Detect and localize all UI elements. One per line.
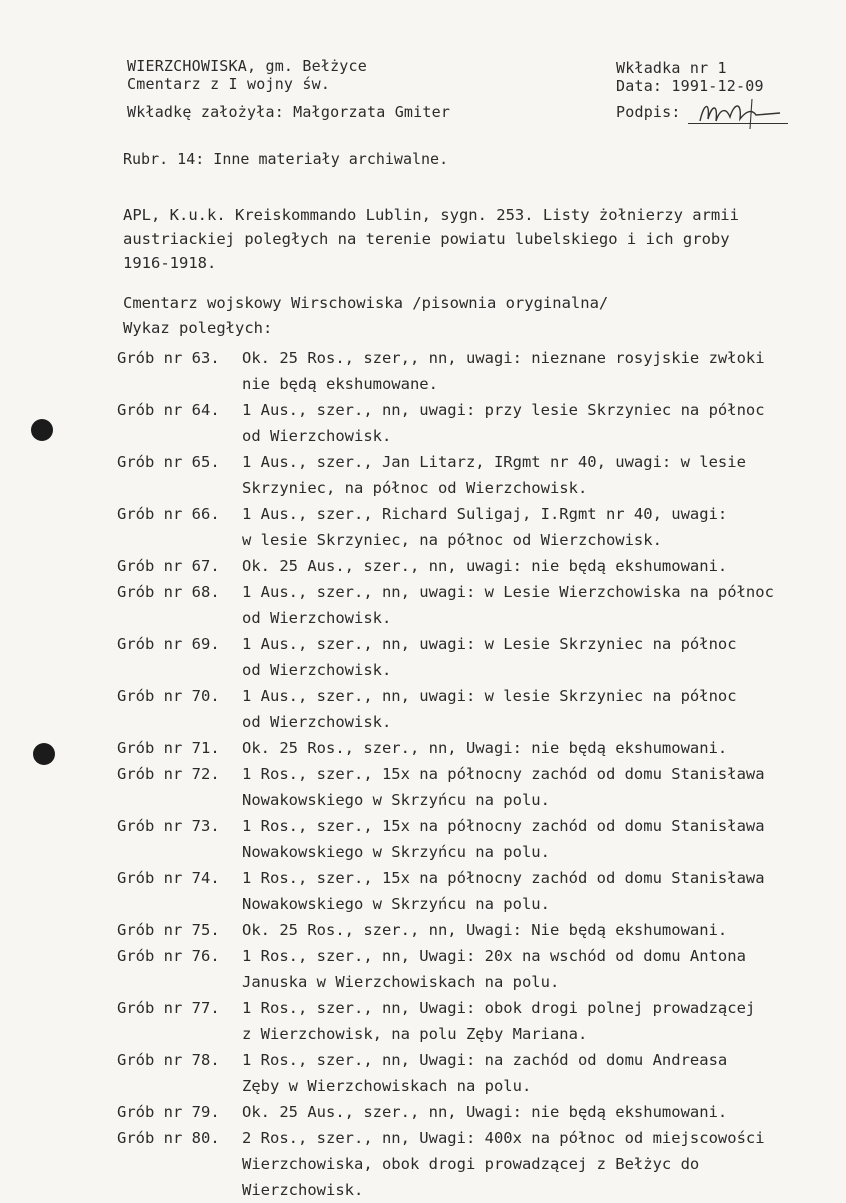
grave-number: Grób nr 76. — [117, 947, 220, 965]
insert-date: Data: 1991-12-09 — [616, 77, 764, 95]
grave-entry — [117, 943, 845, 995]
punch-hole-top — [31, 419, 53, 441]
grave-description-line: 1 Aus., szer., Jan Litarz, IRgmt nr 40, uwagi: w lesie — [242, 453, 746, 471]
grave-description-line: Nowakowskiego w Skrzyńcu na polu. — [242, 791, 550, 809]
grave-description-line: 1 Ros., szer., nn, Uwagi: obok drogi polnej prowadzącej — [242, 999, 756, 1017]
grave-entry — [117, 397, 845, 449]
intro-text — [123, 291, 608, 341]
rubric-heading: Rubr. 14: Inne materiały archiwalne. — [123, 150, 449, 168]
signature-underline — [688, 123, 788, 124]
grave-description-line: 1 Ros., szer., 15x na północny zachód od domu Stanisława — [242, 765, 765, 783]
grave-entry — [117, 1099, 845, 1125]
grave-number: Grób nr 72. — [117, 765, 220, 783]
grave-description — [242, 683, 842, 735]
grave-number: Grób nr 66. — [117, 505, 220, 523]
grave-number: Grób nr 79. — [117, 1103, 220, 1121]
grave-entry — [117, 553, 845, 579]
grave-description-line: z Wierzchowisk, na polu Zęby Mariana. — [242, 1025, 588, 1043]
intro-line: Cmentarz wojskowy Wirschowiska /pisownia oryginalna/ — [123, 294, 609, 312]
grave-entry — [117, 345, 845, 397]
punch-hole-bottom — [33, 743, 55, 765]
grave-entry — [117, 501, 845, 553]
header-location: WIERZCHOWISKA, gm. Bełżyce — [127, 57, 367, 75]
handwritten-signature — [690, 93, 800, 133]
grave-number: Grób nr 68. — [117, 583, 220, 601]
grave-entry — [117, 917, 845, 943]
grave-entry — [117, 449, 845, 501]
grave-number: Grób nr 75. — [117, 921, 220, 939]
grave-entry — [117, 1047, 845, 1099]
graves-list — [117, 345, 845, 1203]
grave-description — [242, 735, 842, 761]
grave-number: Grób nr 64. — [117, 401, 220, 419]
grave-description — [242, 553, 842, 579]
grave-description-line: 1 Aus., szer., nn, uwagi: w Lesie Skrzyniec na północ — [242, 635, 737, 653]
grave-entry — [117, 813, 845, 865]
grave-description-line: Skrzyniec, na północ od Wierzchowisk. — [242, 479, 588, 497]
grave-number: Grób nr 67. — [117, 557, 220, 575]
grave-description — [242, 943, 842, 995]
grave-number: Grób nr 78. — [117, 1051, 220, 1069]
insert-number: Wkładka nr 1 — [616, 59, 727, 77]
grave-description-line: od Wierzchowisk. — [242, 713, 392, 731]
grave-entry — [117, 865, 845, 917]
header-left — [127, 57, 450, 121]
grave-entry — [117, 579, 845, 631]
archive-source — [123, 203, 823, 275]
grave-description — [242, 865, 842, 917]
grave-description-line: 1 Aus., szer., Richard Suligaj, I.Rgmt nr 40, uwagi: — [242, 505, 728, 523]
grave-number: Grób nr 70. — [117, 687, 220, 705]
grave-description-line: 1 Ros., szer., 15x na północny zachód od domu Stanisława — [242, 817, 765, 835]
grave-description — [242, 501, 842, 553]
grave-number: Grób nr 69. — [117, 635, 220, 653]
grave-description-line: 1 Ros., szer., 15x na północny zachód od domu Stanisława — [242, 869, 765, 887]
grave-description — [242, 579, 842, 631]
grave-description-line: 1 Aus., szer., nn, uwagi: w lesie Skrzyniec na północ — [242, 687, 737, 705]
grave-description-line: 1 Ros., szer., nn, Uwagi: 20x na wschód od domu Antona — [242, 947, 746, 965]
grave-description-line: Ok. 25 Ros., szer., nn, Uwagi: Nie będą ekshumowani. — [242, 921, 728, 939]
grave-description-line: Ok. 25 Aus., szer., nn, uwagi: nie będą ekshumowani. — [242, 557, 728, 575]
grave-description-line: 1 Aus., szer., nn, uwagi: w Lesie Wierzchowiska na północ — [242, 583, 774, 601]
grave-description — [242, 1099, 842, 1125]
grave-number: Grób nr 65. — [117, 453, 220, 471]
header-author: Wkładkę założyła: Małgorzata Gmiter — [127, 103, 451, 121]
grave-description-line: Nowakowskiego w Skrzyńcu na polu. — [242, 895, 550, 913]
grave-description — [242, 345, 842, 397]
grave-description-line: Ok. 25 Ros., szer., nn, Uwagi: nie będą ekshumowani. — [242, 739, 728, 757]
grave-description — [242, 995, 842, 1047]
grave-description-line: Ok. 25 Aus., szer., nn, Uwagi: nie będą ekshumowani. — [242, 1103, 728, 1121]
header-right — [616, 59, 764, 121]
grave-description-line: nie będą ekshumowane. — [242, 375, 438, 393]
grave-entry — [117, 995, 845, 1047]
grave-description — [242, 1047, 842, 1099]
grave-description — [242, 449, 842, 501]
signature-row — [616, 103, 764, 121]
header-cemetery: Cmentarz z I wojny św. — [127, 75, 331, 93]
source-line: APL, K.u.k. Kreiskommando Lublin, sygn. 253. Listy żołnierzy armii — [123, 206, 739, 224]
grave-description-line: Wierzchowisk. — [242, 1181, 364, 1199]
grave-number: Grób nr 80. — [117, 1129, 220, 1147]
grave-number: Grób nr 74. — [117, 869, 220, 887]
grave-entry — [117, 631, 845, 683]
grave-description-line: od Wierzchowisk. — [242, 609, 392, 627]
grave-description-line: od Wierzchowisk. — [242, 427, 392, 445]
grave-description — [242, 813, 842, 865]
intro-line: Wykaz poległych: — [123, 319, 273, 337]
grave-entry — [117, 1125, 845, 1203]
grave-description — [242, 631, 842, 683]
grave-description — [242, 917, 842, 943]
grave-description-line: 1 Ros., szer., nn, Uwagi: na zachód od domu Andreasa — [242, 1051, 728, 1069]
grave-number: Grób nr 63. — [117, 349, 220, 367]
source-line: 1916-1918. — [123, 254, 217, 272]
grave-description-line: Nowakowskiego w Skrzyńcu na polu. — [242, 843, 550, 861]
grave-number: Grób nr 71. — [117, 739, 220, 757]
grave-description — [242, 1125, 842, 1203]
grave-description-line: Januska w Wierzchowiskach na polu. — [242, 973, 560, 991]
grave-description — [242, 761, 842, 813]
grave-description-line: 1 Aus., szer., nn, uwagi: przy lesie Skrzyniec na północ — [242, 401, 765, 419]
grave-number: Grób nr 77. — [117, 999, 220, 1017]
signature-label: Podpis: — [616, 103, 681, 121]
grave-description-line: od Wierzchowisk. — [242, 661, 392, 679]
grave-description-line: Wierzchowiska, obok drogi prowadzącej z Bełżyc do — [242, 1155, 700, 1173]
source-line: austriackiej poległych na terenie powiatu lubelskiego i ich groby — [123, 230, 730, 248]
grave-description-line: Ok. 25 Ros., szer,, nn, uwagi: nieznane rosyjskie zwłoki — [242, 349, 765, 367]
grave-entry — [117, 683, 845, 735]
grave-description — [242, 397, 842, 449]
grave-number: Grób nr 73. — [117, 817, 220, 835]
grave-entry — [117, 735, 845, 761]
grave-description-line: w lesie Skrzyniec, na północ od Wierzchowisk. — [242, 531, 662, 549]
grave-description-line: Zęby w Wierzchowiskach na polu. — [242, 1077, 532, 1095]
grave-entry — [117, 761, 845, 813]
grave-description-line: 2 Ros., szer., nn, Uwagi: 400x na północ od miejscowości — [242, 1129, 765, 1147]
